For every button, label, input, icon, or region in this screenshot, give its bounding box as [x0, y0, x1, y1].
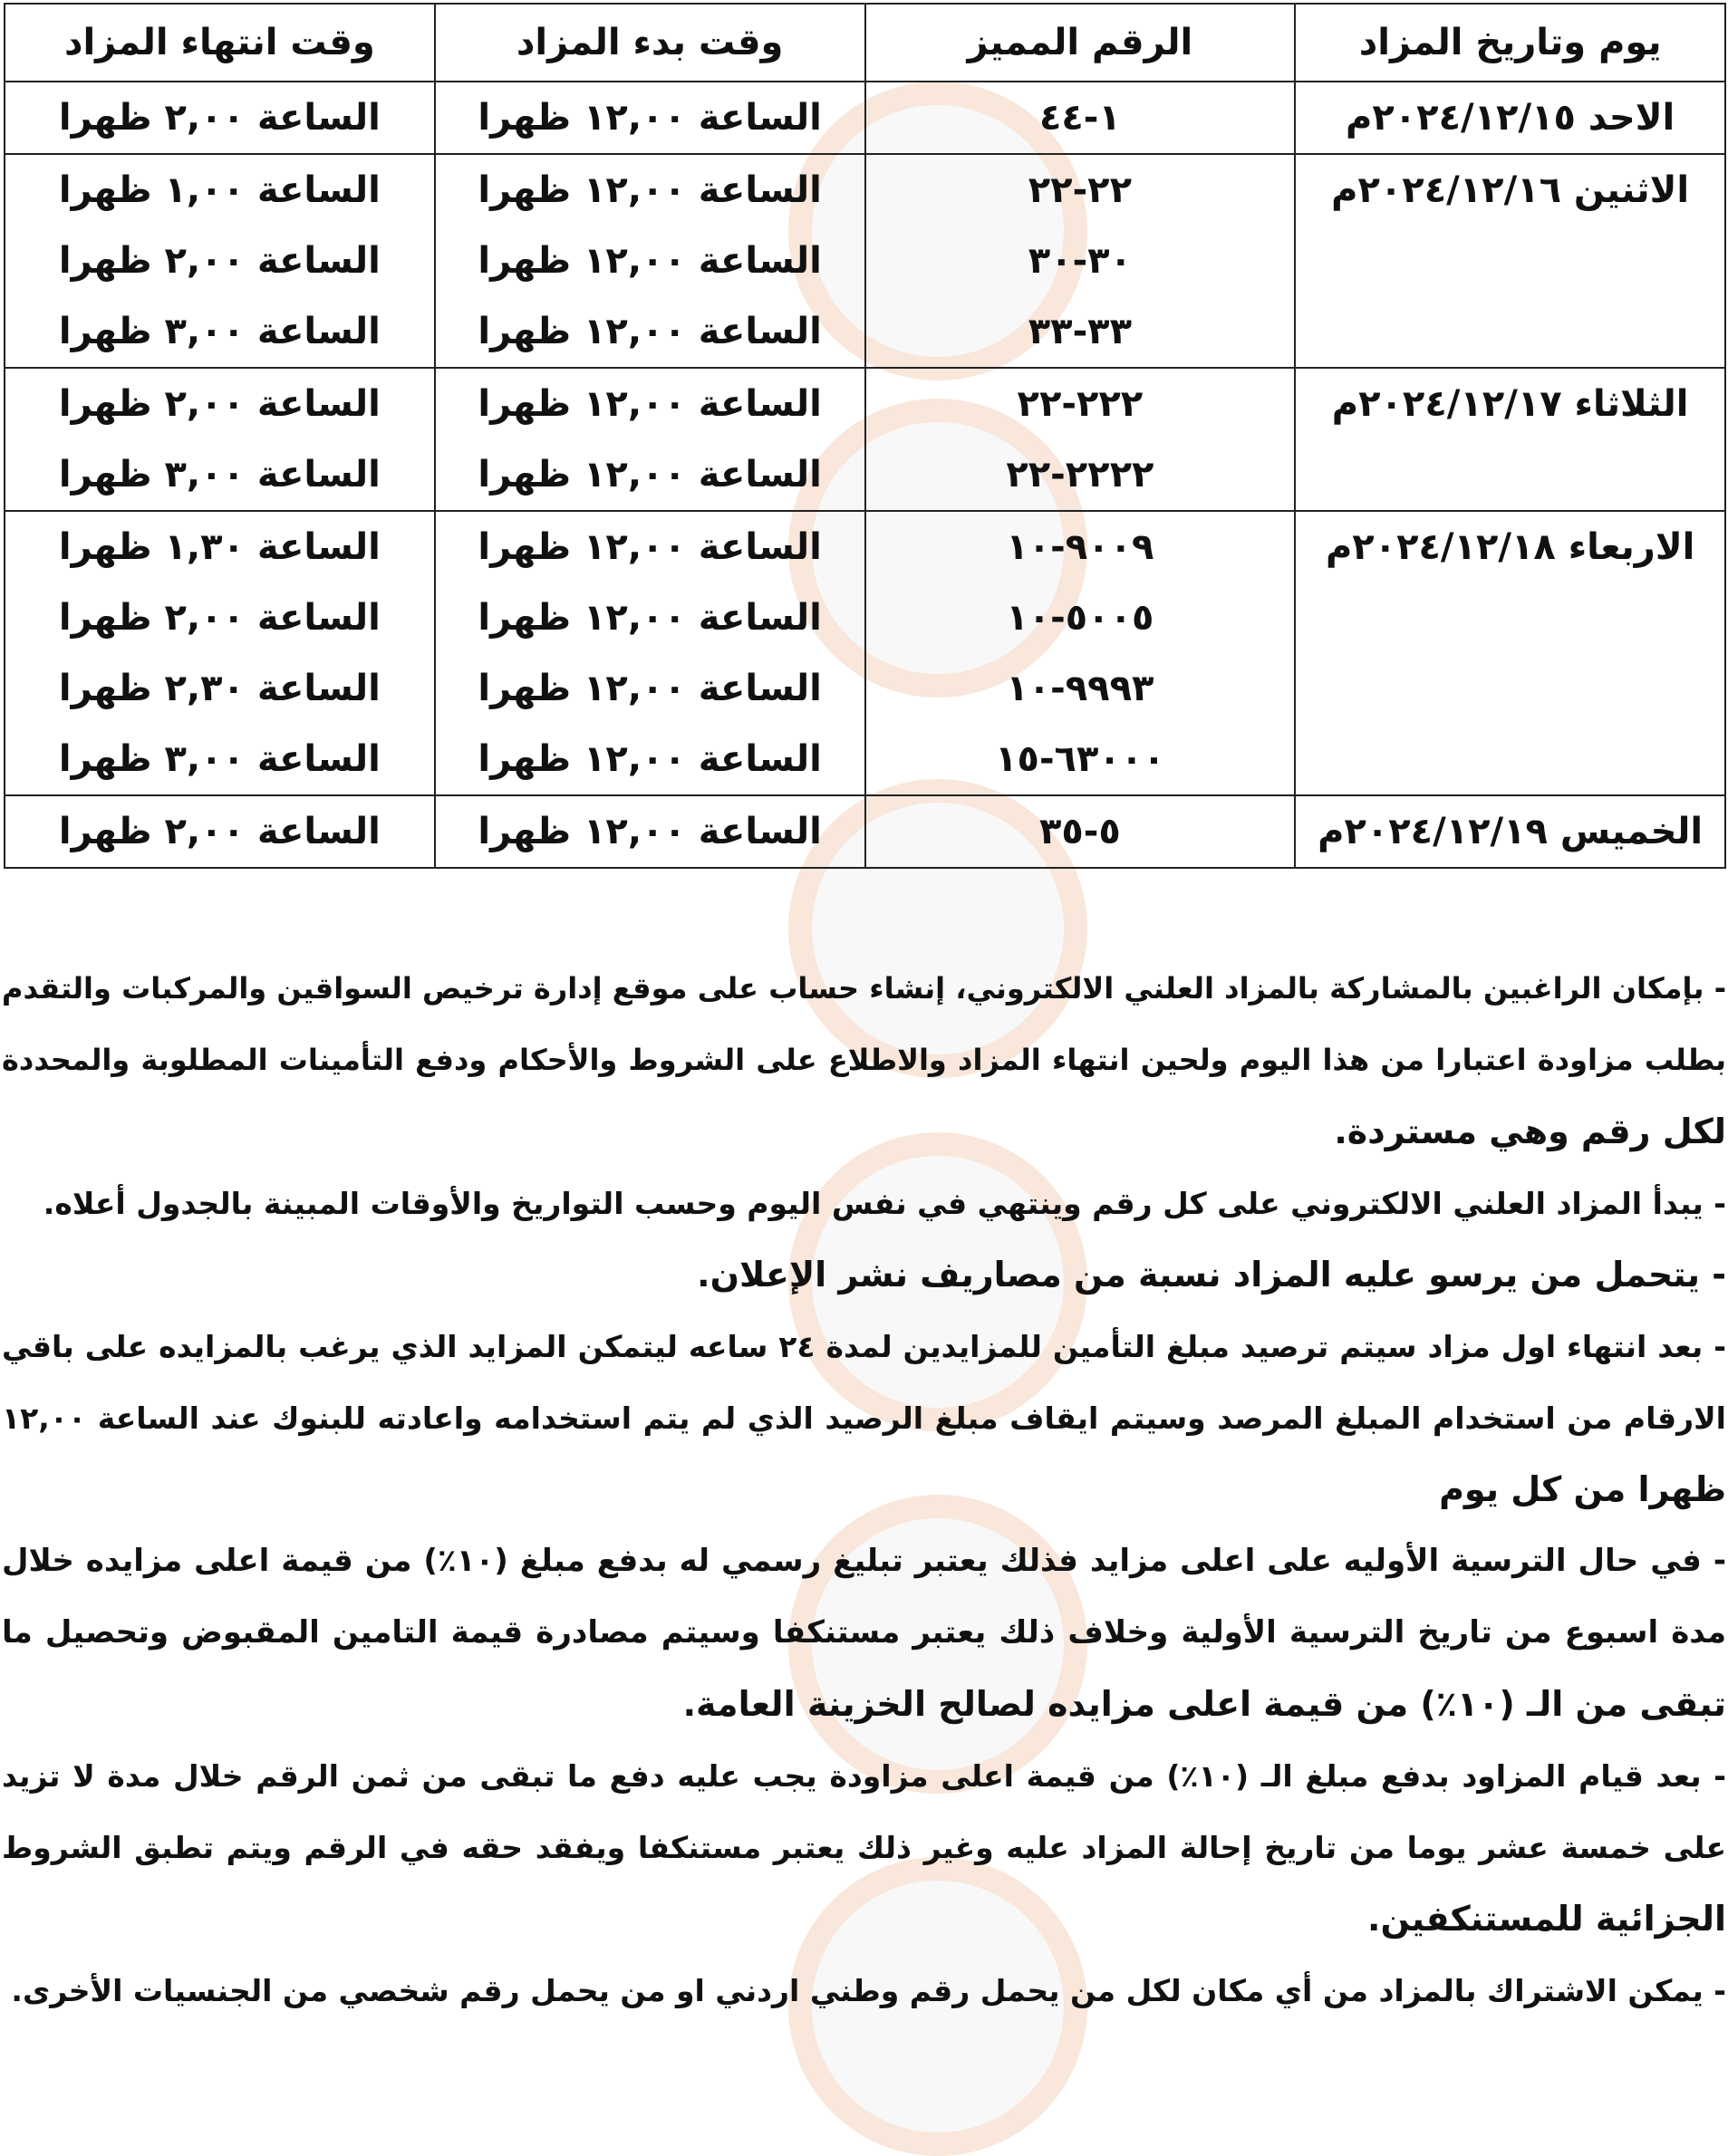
note-line: - في حال الترسية الأوليه على اعلى مزايد فذلك يعتبر تبليغ رسمي له بدفع مبلغ (١٠٪) من قيمة اعلى مزايده خلال: [2, 1543, 1726, 1579]
start-time: الساعة ١٢,٠٠ ظهرا: [478, 597, 822, 639]
note-line: ظهرا من كل يوم: [1439, 1469, 1726, 1509]
note-line: - بعد انتهاء اول مزاد سيتم ترصيد مبلغ التأمين للمزايدين لمدة ٢٤ ساعه ليتمكن المزايد الذي يرغب بالمزايده على باقي: [2, 1329, 1726, 1364]
end-time: الساعة ٢,٠٠ ظهرا: [58, 597, 381, 639]
note-line: مدة اسبوع من تاريخ الترسية الأولية وخلاف ذلك يعتبر مستنكفا وسيتم مصادرة قيمة التامين المقبوض وتحصيل ما: [2, 1614, 1726, 1651]
end-time: الساعة ٣,٠٠ ظهرا: [58, 738, 381, 780]
plate-number: ٦٣٠٠٠-١٥: [995, 738, 1165, 780]
plate-number: ٢٢٢-٢٢: [1017, 383, 1144, 425]
note-line: تبقى من الـ (١٠٪) من قيمة اعلى مزايده لصالح الخزينة العامة.: [682, 1684, 1726, 1724]
start-time: الساعة ١٢,٠٠ ظهرا: [478, 383, 822, 425]
note-line: - بإمكان الراغبين بالمشاركة بالمزاد العلني الالكتروني، إنشاء حساب على موقع إدارة ترخيص السواقين والمركبات والتقدم: [2, 971, 1726, 1006]
notes-section: [0, 953, 1728, 2026]
auction-date: الاحد ٢٠٢٤/١٢/١٥م: [1346, 97, 1675, 139]
end-time: الساعة ٢,٠٠ ظهرا: [58, 811, 381, 852]
start-time: الساعة ١٢,٠٠ ظهرا: [478, 526, 822, 568]
auction-date: الخميس ٢٠٢٤/١٢/١٩م: [1318, 811, 1704, 852]
header-date: يوم وتاريخ المزاد: [1295, 4, 1725, 82]
note-line: - بعد قيام المزاود بدفع مبلغ الـ (١٠٪) من قيمة اعلى مزاودة يجب عليه دفع ما تبقى من ثمن الرقم خلال مدة لا تزيد: [2, 1758, 1726, 1794]
start-time: الساعة ١٢,٠٠ ظهرا: [478, 311, 822, 352]
table-header-row: [5, 4, 1725, 82]
date-cell: [1295, 795, 1725, 868]
start-time-cell: [435, 511, 865, 795]
note-line: - يمكن الاشتراك بالمزاد من أي مكان لكل من يحمل رقم وطني اردني او من يحمل رقم شخصي من الجنسيات الأخرى.: [11, 1973, 1726, 2008]
auction-schedule-table: [4, 3, 1726, 869]
end-time: الساعة ٢,٣٠ ظهرا: [58, 668, 381, 709]
auction-date: الاثنين ٢٠٢٤/١٢/١٦م: [1331, 169, 1690, 211]
start-time-cell: [435, 82, 865, 154]
date-cell: [1295, 154, 1725, 368]
start-time: الساعة ١٢,٠٠ ظهرا: [478, 454, 822, 496]
start-time: الساعة ١٢,٠٠ ظهرا: [478, 169, 822, 211]
table-row: [5, 795, 1725, 868]
table-row: [5, 511, 1725, 795]
end-time-cell: [5, 511, 435, 795]
end-time: الساعة ١,٣٠ ظهرا: [58, 526, 381, 568]
end-time-cell: [5, 82, 435, 154]
end-time: الساعة ٢,٠٠ ظهرا: [58, 97, 381, 139]
plate-number: ٥-٣٥: [1038, 811, 1121, 852]
start-time-cell: [435, 795, 865, 868]
end-time: الساعة ٣,٠٠ ظهرا: [58, 454, 381, 496]
auction-date: الثلاثاء ٢٠٢٤/١٢/١٧م: [1331, 383, 1689, 425]
end-time-cell: [5, 368, 435, 511]
table-row: [5, 368, 1725, 511]
end-time-cell: [5, 795, 435, 868]
plate-number-cell: [865, 511, 1296, 795]
date-cell: [1295, 82, 1725, 154]
header-start: وقت بدء المزاد: [435, 4, 865, 82]
plate-number: ٢٢-٢٢: [1028, 169, 1132, 211]
plate-number: ٩٩٩٣-١٠: [1006, 668, 1154, 709]
plate-number-cell: [865, 154, 1296, 368]
header-number: الرقم المميز: [865, 4, 1296, 82]
start-time: الساعة ١٢,٠٠ ظهرا: [478, 668, 822, 709]
note-line: على خمسة عشر يوما من تاريخ إحالة المزاد عليه وغير ذلك يعتبر مستنكفا ويفقد حقه في الرقم ويتم تطبق الشروط: [2, 1830, 1726, 1865]
date-cell: [1295, 368, 1725, 511]
plate-number-cell: [865, 795, 1296, 868]
end-time: الساعة ٢,٠٠ ظهرا: [58, 383, 381, 425]
date-cell: [1295, 511, 1725, 795]
note-line: - يتحمل من يرسو عليه المزاد نسبة من مصاريف نشر الإعلان.: [697, 1255, 1726, 1295]
plate-number: ٩٠٠٩-١٠: [1006, 526, 1154, 568]
auction-date: الاربعاء ٢٠٢٤/١٢/١٨م: [1325, 526, 1695, 568]
plate-number: ٢٢٢٢-٢٢: [1006, 454, 1154, 496]
note-line: لكل رقم وهي مستردة.: [1334, 1112, 1726, 1151]
end-time: الساعة ١,٠٠ ظهرا: [58, 169, 381, 211]
start-time-cell: [435, 154, 865, 368]
plate-number: ٥٠٠٥-١٠: [1006, 597, 1154, 639]
plate-number: ١-٤٤: [1038, 97, 1121, 139]
note-line: الارقام من استخدام المبلغ المرصد وسيتم ايقاف مبلغ الرصيد الذي لم يتم استخدامه واعادته للبنوك عند الساعة ١٢,٠٠: [2, 1400, 1726, 1436]
end-time-cell: [5, 154, 435, 368]
note-line: - يبدأ المزاد العلني الالكتروني على كل رقم وينتهي في نفس اليوم وحسب التواريخ والأوقات المبينة بالجدول أعلاه.: [43, 1186, 1726, 1221]
start-time: الساعة ١٢,٠٠ ظهرا: [478, 738, 822, 780]
plate-number-cell: [865, 82, 1296, 154]
end-time: الساعة ٢,٠٠ ظهرا: [58, 240, 381, 282]
end-time: الساعة ٣,٠٠ ظهرا: [58, 311, 381, 352]
header-end: وقت انتهاء المزاد: [5, 4, 435, 82]
start-time: الساعة ١٢,٠٠ ظهرا: [478, 97, 822, 139]
plate-number-cell: [865, 368, 1296, 511]
start-time: الساعة ١٢,٠٠ ظهرا: [478, 811, 822, 852]
note-line: الجزائية للمستنكفين.: [1367, 1899, 1726, 1939]
start-time-cell: [435, 368, 865, 511]
plate-number: ٣٣-٣٣: [1028, 311, 1132, 352]
note-line: بطلب مزاودة اعتبارا من هذا اليوم ولحين انتهاء المزاد والاطلاع على الشروط والأحكام ودفع التأمينات المطلوبة والمحددة: [2, 1043, 1726, 1077]
plate-number: ٣٠-٣٠: [1028, 240, 1132, 282]
table-row: [5, 154, 1725, 368]
start-time: الساعة ١٢,٠٠ ظهرا: [478, 240, 822, 282]
table-row: [5, 82, 1725, 154]
